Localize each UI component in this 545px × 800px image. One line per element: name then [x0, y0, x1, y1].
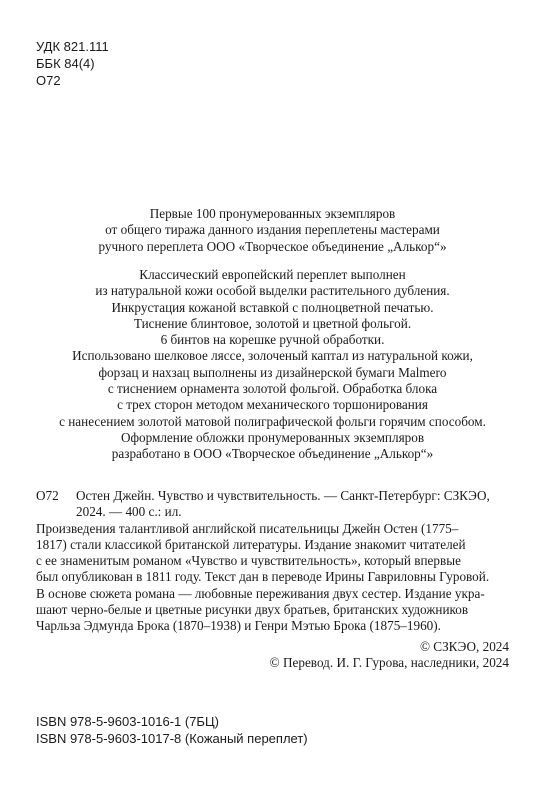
binding-note-line: разработано в ООО «Творческое объединение „Алькор“» — [111, 446, 434, 462]
binding-note-line: из натуральной кожи особой выделки растительного дубления. — [95, 283, 450, 299]
annotation-line: был опубликован в 1811 году. Текст дан в переводе Ирины Гавриловны Гуровой. — [36, 569, 490, 585]
binding-note-line: Инкрустация кожаной вставкой с полноцветной печатью. — [111, 299, 434, 315]
annotation-line: Чарльза Эдмунда Брока (1870–1938) и Генри Мэтью Брока (1875–1960). — [36, 618, 441, 634]
annotation — [36, 521, 516, 635]
binding-note-line: Оформление обложки пронумерованных экземпляров — [120, 429, 425, 445]
binding-note-line: с тиснением орнамента золотой фольгой. Обработка блока — [107, 381, 438, 397]
bibliographic-line: Остен Джейн. Чувство и чувствительность. — Санкт-Петербург: СЗКЭО, — [76, 488, 490, 503]
bibliographic-heading — [76, 488, 516, 521]
copyright-block — [270, 639, 509, 672]
binding-note-line: Тиснение блинтовое, золотой и цветной фольгой. — [133, 315, 412, 331]
edition-note-line: ручного переплета ООО «Творческое объединение „Алькор“» — [98, 238, 447, 254]
binding-note-line: 6 бинтов на корешке ручной обработки. — [160, 332, 385, 348]
annotation-line: Произведения талантливой английской писательницы Джейн Остен (1775– — [36, 520, 459, 536]
binding-note-line: Классический европейский переплет выполнен — [139, 267, 406, 282]
copyright-line: © Перевод. И. Г. Гурова, наследники, 2024 — [269, 655, 509, 671]
binding-note — [0, 267, 545, 463]
bibliographic-code: О72 — [36, 488, 59, 503]
classification-block — [36, 38, 109, 89]
isbn-line: ISBN 978-5-9603-1016-1 (7БЦ) — [36, 714, 219, 729]
annotation-line: с ее знаменитым романом «Чувство и чувствительность», который впервые — [36, 553, 461, 569]
annotation-line: шают черно-белые и цветные рисунки двух братьев, британских художников — [36, 602, 469, 618]
binding-note-line: с нанесением золотой матовой полиграфической фольги горячим способом. — [59, 413, 486, 429]
binding-note-line: Использовано шелковое ляссе, золоченый каптал из натуральной кожи, — [72, 348, 473, 364]
udc-code: УДК 821.111 — [36, 39, 109, 54]
copyright-line: © СЗКЭО, 2024 — [419, 639, 509, 654]
isbn-line: ISBN 978-5-9603-1017-8 (Кожаный переплет) — [36, 731, 308, 746]
binding-note-line: форзац и нахзац выполнены из дизайнерской бумаги Malmero — [98, 364, 447, 380]
bibliographic-line: 2024. — 400 с.: ил. — [76, 504, 182, 520]
annotation-line: В основе сюжета романа — любовные переживания двух сестер. Издание укра- — [36, 585, 485, 601]
binding-note-line: с трех сторон методом механического торшонирования — [117, 397, 428, 413]
author-mark: О72 — [36, 73, 61, 88]
edition-note — [0, 206, 545, 255]
edition-note-line: от общего тиража данного издания переплетены мастерами — [105, 222, 440, 238]
isbn-block — [36, 713, 308, 747]
annotation-line: 1817) стали классикой британской литературы. Издание знакомит читателей — [36, 536, 466, 552]
bibliographic-record — [36, 488, 516, 635]
bbk-code: ББК 84(4) — [36, 56, 95, 71]
edition-note-line: Первые 100 пронумерованных экземпляров — [149, 206, 396, 221]
